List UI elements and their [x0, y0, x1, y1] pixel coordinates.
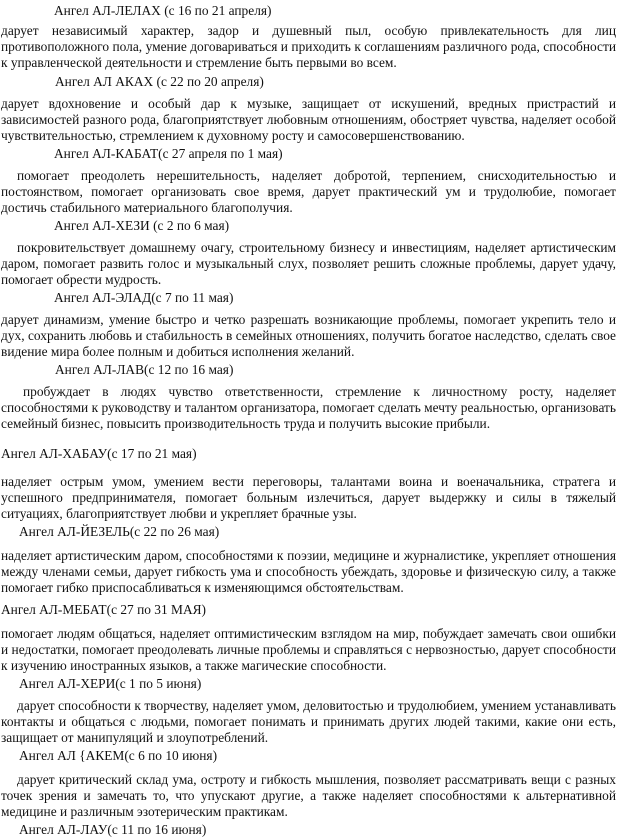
entry-heading: Ангел АЛ АКАХ (с 22 по 20 апреля)	[55, 74, 264, 89]
entry-text: наделяет острым умом, умением вести переговоры, талантами воина и военачальника, стратега и успешного предпринимателя, помогает больным излечиться, дарует выдержку и силы в тяжелый ситуациях, благоприятствует любви и укрепляет брачные узы.	[1, 474, 616, 522]
entry-heading: Ангел АЛ-ХЕЗИ (с 2 по 6 мая)	[54, 218, 230, 233]
entry-text: дарует критический склад ума, остроту и гибкость мышления, позволяет рассматривать вещи с разных точек зрения и замечать то, что упускают другие, а также наделяет способностями к альтернативной медицине и различным эзотерическим практикам.	[1, 772, 616, 820]
entry-heading: Ангел АЛ-ХАБАУ(с 17 по 21 мая)	[1, 446, 197, 461]
entry-text: пробуждает в людях чувство ответственности, стремление к личностному росту, наделяет способностями к руководству и талантом организатора, помогает сделать мечту реальностью, организовать семейный бизнес, повысить производительность труда и получить высокие прибыли.	[1, 384, 616, 432]
entry-text: наделяет артистическим даром, способностями к поэзии, медицине и журналистике, укрепляет отношения между членами семьи, дарует гибкость ума и способность убеждать, здоровье и физическую силу, а также помогает гибко приспосабливаться к изменяющимся обстоятельствам.	[1, 548, 616, 596]
entry-text: дарует динамизм, умение быстро и четко разрешать возникающие проблемы, помогает укрепить тело и дух, сохранить любовь и стабильность в семейных отношениях, получить богатое наследство, сделать свое видение мира более полным и добиться исполнения желаний.	[1, 312, 616, 360]
entry-heading: Ангел АЛ-ХЕРИ(с 1 по 5 июня)	[19, 676, 202, 691]
entry-heading: Ангел АЛ-ЛЕЛАХ (с 16 по 21 апреля)	[54, 3, 272, 18]
entry-text: дарует независимый характер, задор и душевный пыл, особую привлекательность для лиц противоположного пола, умение договариваться и приходить к соглашениям различного рода, способности к управленческой деятельности и стремление быть первыми во всем.	[1, 23, 616, 71]
entry-heading: Ангел АЛ-ЭЛАД(с 7 по 11 мая)	[54, 290, 234, 305]
entry-text: помогает преодолеть нерешительность, наделяет добротой, терпением, снисходительностью и постоянством, помогает организовать свое время, дарует практический ум и трудолюбие, помогает достичь стабильного материального благополучия.	[1, 168, 616, 216]
entry-heading: Ангел АЛ-ЛАВ(с 12 по 16 мая)	[55, 362, 234, 377]
entry-heading: Ангел АЛ-МЕБАТ(с 27 по 31 МАЯ)	[1, 602, 207, 617]
entry-heading: Ангел АЛ {АКЕМ(с 6 по 10 июня)	[19, 748, 218, 763]
entry-text: помогает людям общаться, наделяет оптимистическим взглядом на мир, побуждает замечать свои ошибки и недостатки, помогает преодолевать личные проблемы и справляться с нервозностью, дарует способности к изучению иностранных языков, а также магические способности.	[1, 626, 616, 674]
entry-text: дарует способности к творчеству, наделяет умом, деловитостью и трудолюбием, умением устанавливать контакты и общаться с людьми, помогает понимать и принимать других людей такими, какие они есть, защищает от манипуляций и злоупотреблений.	[1, 698, 616, 746]
entry-heading: Ангел АЛ-ЛАУ(с 11 по 16 июня)	[19, 822, 207, 837]
entry-text: дарует вдохновение и особый дар к музыке, защищает от искушений, вредных пристрастий и зависимостей разного рода, благоприятствует любовным отношениям, обостряет чувства, наделяет особой чувствительностью, стремлением к духовному росту и самосовершенствованию.	[1, 96, 616, 144]
entry-heading: Ангел АЛ-ЙЕЗЕЛЬ(с 22 по 26 мая)	[19, 524, 220, 539]
entry-heading: Ангел АЛ-КАБАТ(с 27 апреля по 1 мая)	[54, 146, 283, 161]
entry-text: покровительствует домашнему очагу, строительному бизнесу и инвестициям, наделяет артистическим даром, помогает развить голос и музыкальный слух, позволяет решить сложные проблемы, дарует удачу, помогает обрести мудрость.	[1, 240, 616, 288]
